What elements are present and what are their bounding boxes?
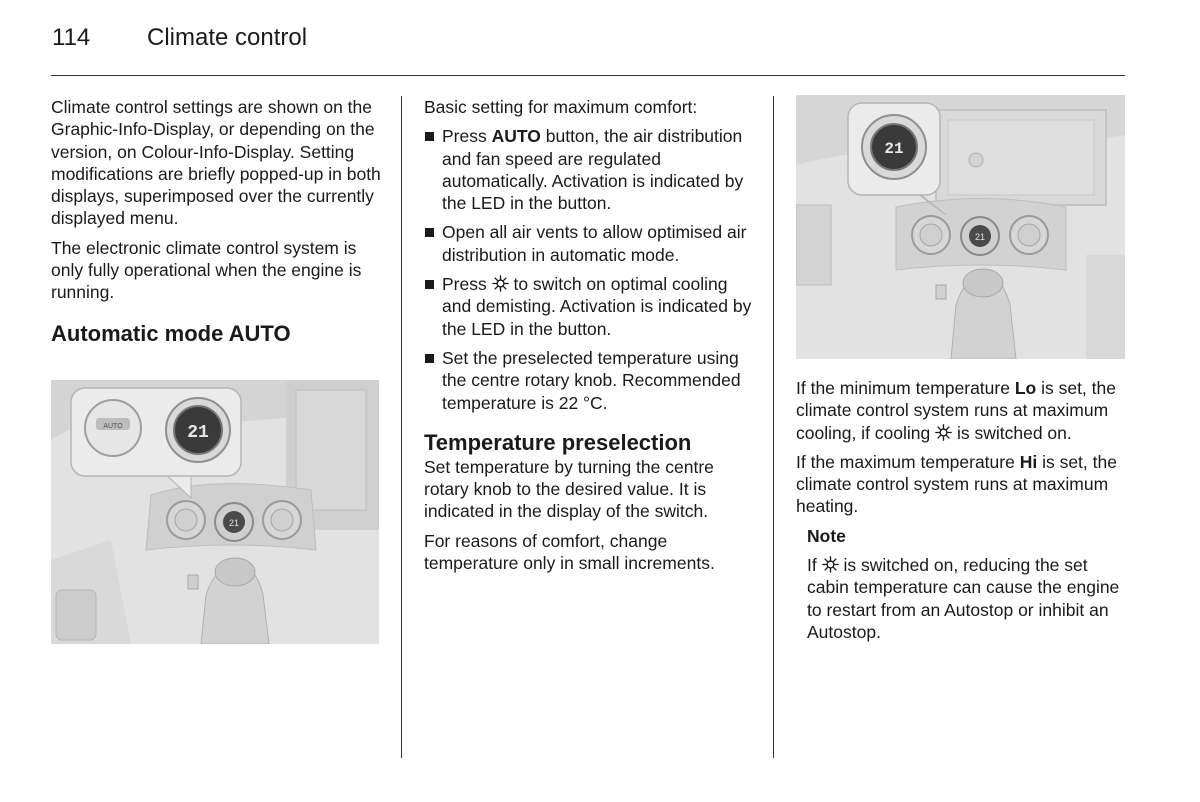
snowflake-sun-icon <box>492 275 509 292</box>
paragraph-lo-setting: If the minimum temperature Lo is set, the climate control system runs at maximum cooling, if cooling is switched on. <box>796 378 1116 443</box>
section-heading-temperature: Temperature preselection <box>424 429 692 455</box>
intro-paragraph: Basic setting for maximum comfort: <box>424 97 698 117</box>
snowflake-sun-icon <box>935 424 952 441</box>
snowflake-sun-icon <box>822 556 839 573</box>
column-3 <box>796 377 1131 643</box>
climate-panel-illustration-1 <box>51 380 379 644</box>
comfort-steps-list <box>424 125 759 414</box>
column-2 <box>424 96 759 581</box>
section-heading-auto: Automatic mode AUTO <box>51 320 291 346</box>
column-divider-1 <box>401 96 402 758</box>
climate-panel-illustration-2 <box>796 95 1125 359</box>
paragraph-hi-setting: If the maximum temperature Hi is set, the climate control system runs at maximum heating. <box>796 451 1117 517</box>
page-number: 114 <box>52 24 91 51</box>
svg-text:21: 21 <box>884 140 904 158</box>
paragraph-set-temperature: Set temperature by turning the centre rotary knob to the desired value. It is indicated in the display of the switch. <box>424 456 714 522</box>
svg-text:21: 21 <box>187 423 209 443</box>
note-text: If is switched on, reducing the set cabin temperature can cause the engine to restart from an Autostop or inhibit an Autostop. <box>807 555 1120 642</box>
note-box <box>796 525 1131 643</box>
auto-label: AUTO <box>103 423 123 430</box>
header-rule <box>51 75 1125 76</box>
list-item: Set the preselected temperature using the centre rotary knob. Recommended temperature is 22 °C. <box>424 347 759 414</box>
list-item: Press AUTO button, the air distribution and fan speed are regulated automatically. Activation is indicated by the LED in the button. <box>424 125 759 214</box>
list-item: Press to switch on optimal cooling and demisting. Activation is indicated by the LED in the button. <box>424 273 759 340</box>
paragraph-comfort: For reasons of comfort, change temperature only in small increments. <box>424 530 715 574</box>
auto-button-ref: AUTO <box>491 126 541 147</box>
page-title: Climate control <box>147 24 308 51</box>
svg-text:21: 21 <box>228 518 240 528</box>
svg-text:21: 21 <box>974 232 986 242</box>
paragraph-operational: The electronic climate control system is only fully operational when the engine is running. <box>51 237 362 303</box>
note-title: Note <box>807 525 846 546</box>
paragraph-display-info: Climate control settings are shown on the Graphic-Info-Display, or depending on the version, on Colour-Info-Display. Setting modifications are briefly popped-up in both displays, superimposed over the currently displayed menu. <box>51 97 381 229</box>
column-1 <box>51 96 386 347</box>
column-divider-2 <box>773 96 774 758</box>
list-item: Open all air vents to allow optimised air distribution in automatic mode. <box>424 221 759 266</box>
